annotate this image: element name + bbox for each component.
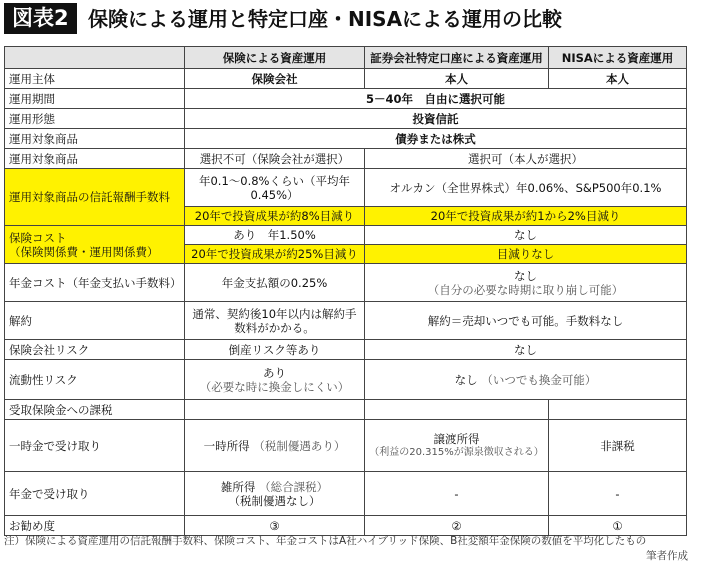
cell-main: あり [263,365,286,380]
cell [185,420,365,472]
row-label [5,226,185,264]
row-label: 解約 [5,302,185,340]
cell [365,264,687,302]
row-label: 運用対象商品 [5,149,185,169]
row-label: 運用対象商品の信託報酬手数料 [5,169,185,226]
cell: - [549,472,687,516]
cell-sub: （必要な時に換金しにくい） [199,379,350,394]
cell [365,360,687,400]
header-securities: 証券会社特定口座による資産運用 [365,47,549,69]
figure-title-bar [0,0,710,38]
highlight-cell: 目減りなし [365,245,687,264]
cell: 本人 [365,69,549,89]
cell-main: なし [514,268,537,283]
table-row [5,226,687,245]
cell: なし [365,226,687,245]
cell-main: なし [454,372,478,387]
cell-main-2: （税制優遇なし） [228,493,321,508]
cell: 保険会社 [185,69,365,89]
cell: 選択可（本人が選択） [365,149,687,169]
table-header-row [5,47,687,69]
table-row [5,149,687,169]
cell: - [365,472,549,516]
comparison-table [4,46,687,536]
cell-main: 一時所得 [203,438,250,453]
highlight-cell: 20年で投資成果が約25%目減り [185,245,365,264]
row-label: 運用対象商品 [5,129,185,149]
row-label: 一時金で受け取り [5,420,185,472]
cell-empty [365,400,549,420]
cell [185,472,365,516]
row-label: 運用主体 [5,69,185,89]
header-empty [5,47,185,69]
cell-sub: （総合課税） [259,479,329,494]
cell: 債券または株式 [185,129,687,149]
figure-label: 図表2 [4,3,77,34]
cell: 倒産リスク等あり [185,340,365,360]
cell-sub: （いつでも換金可能） [481,372,597,387]
source-credit: 筆者作成 [646,550,688,562]
row-label: 年金で受け取り [5,472,185,516]
figure-title: 保険による運用と特定口座・NISAによる運用の比較 [88,7,563,31]
table-row [5,129,687,149]
cell: ② [365,516,549,536]
cell: 非課税 [549,420,687,472]
cell: 選択不可（保険会社が選択） [185,149,365,169]
cell [185,360,365,400]
table-row [5,420,687,472]
cell-main: 譲渡所得 [433,431,480,446]
table-row [5,109,687,129]
table-row [5,264,687,302]
row-label: 保険会社リスク [5,340,185,360]
cell: ① [549,516,687,536]
cell: あり 年1.50% [185,226,365,245]
row-label-line2: （保険関係費・運用関係費） [9,244,159,259]
cell: 年0.1～0.8%くらい（平均年0.45%） [185,169,365,207]
table-row [5,169,687,207]
highlight-cell: 20年で投資成果が約8%目減り [185,207,365,226]
cell: なし [365,340,687,360]
cell: オルカン（全世界株式）年0.06%、S&P500年0.1% [365,169,687,207]
table-row [5,89,687,109]
table-row [5,472,687,516]
table-row [5,69,687,89]
cell: 通常、契約後10年以内は解約手数料がかかる。 [185,302,365,340]
cell-sub: （自分の必要な時期に取り崩し可能） [427,282,624,297]
header-insurance: 保険による資産運用 [185,47,365,69]
cell: 年金支払額の0.25% [185,264,365,302]
row-label: お勧め度 [5,516,185,536]
cell-empty [185,400,365,420]
table-row [5,302,687,340]
row-label: 運用形態 [5,109,185,129]
cell: 本人 [549,69,687,89]
table-row [5,340,687,360]
cell: ③ [185,516,365,536]
header-nisa: NISAによる資産運用 [549,47,687,69]
cell-main: 雑所得 [220,479,256,494]
row-label: 受取保険金への課税 [5,400,185,420]
cell: 5－40年 自由に選択可能 [185,89,687,109]
row-label: 年金コスト（年金支払い手数料） [5,264,185,302]
row-label: 運用期間 [5,89,185,109]
cell-empty [549,400,687,420]
table-row [5,400,687,420]
row-label: 流動性リスク [5,360,185,400]
cell: 解約＝売却いつでも可能。手数料なし [365,302,687,340]
cell: 投資信託 [185,109,687,129]
footnote: 注）保険による資産運用の信託報酬手数料、保険コスト、年金コストはA社ハイブリッド保険、B社変額年金保険の数値を平均化したもの [4,535,647,547]
row-label-line1: 保険コスト [9,230,67,245]
cell-sub: （税制優遇あり） [253,438,346,453]
cell [365,420,549,472]
cell-sub: （利益の20.315%が源泉徴収される） [369,446,544,458]
table-row [5,360,687,400]
highlight-cell: 20年で投資成果が約1から2%目減り [365,207,687,226]
